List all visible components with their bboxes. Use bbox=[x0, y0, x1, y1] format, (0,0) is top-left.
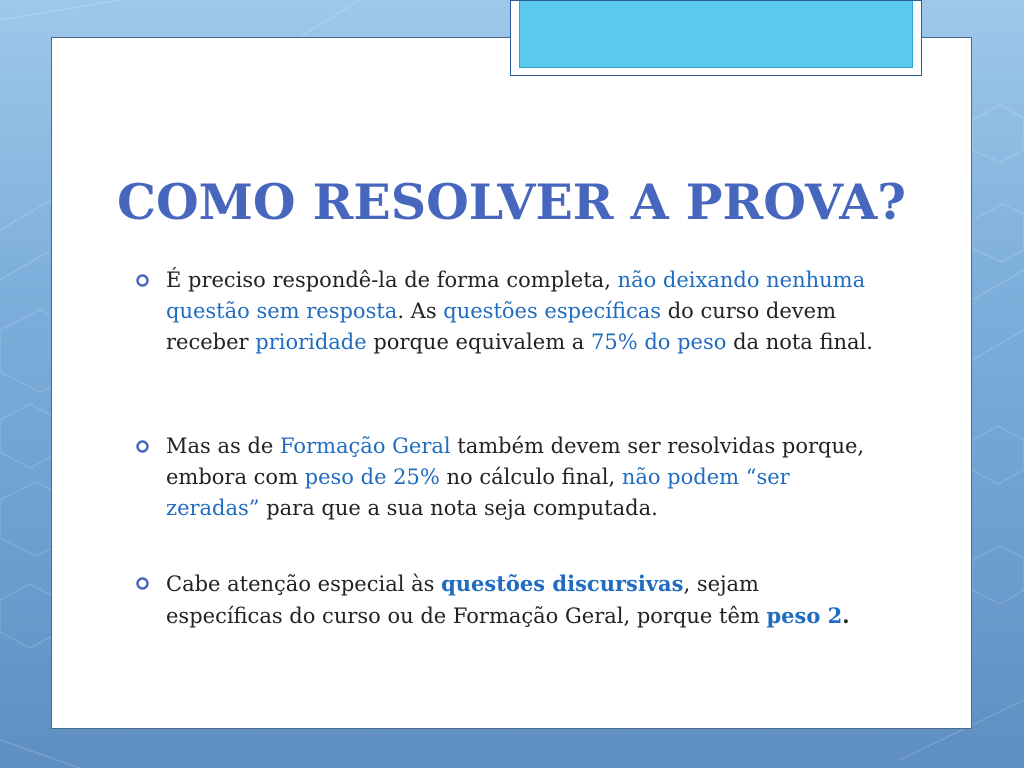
text-run: do curso devem receber bbox=[166, 299, 836, 354]
highlighted-text: não podem “ser zeradas” bbox=[166, 465, 790, 520]
text-run: da nota final. bbox=[726, 330, 873, 354]
highlighted-text: Formação Geral bbox=[280, 434, 451, 458]
highlighted-text: peso 2 bbox=[766, 603, 843, 628]
highlighted-text: . bbox=[842, 603, 850, 628]
bullet-circle-icon bbox=[136, 274, 149, 287]
text-run: também devem ser resolvidas porque, embora com bbox=[166, 434, 865, 489]
text-run: É preciso respondê-la de forma completa, bbox=[166, 268, 618, 292]
bullet-text bbox=[166, 265, 876, 358]
highlighted-text: prioridade bbox=[255, 330, 367, 354]
text-run: Cabe atenção especial às bbox=[166, 572, 442, 596]
bullet-text bbox=[166, 431, 876, 524]
accent-box-fill bbox=[519, 1, 913, 68]
text-run: no cálculo final, bbox=[439, 465, 622, 489]
text-run: porque equivalem a bbox=[366, 330, 591, 354]
text-run: Mas as de bbox=[166, 434, 280, 458]
highlighted-text: não deixando nenhuma questão sem resposta bbox=[166, 268, 866, 323]
bullet-circle-icon bbox=[136, 577, 149, 590]
slide-title: COMO RESOLVER A PROVA? bbox=[116, 173, 906, 231]
highlighted-text: questões específicas bbox=[443, 299, 662, 323]
bullet-circle-icon bbox=[136, 440, 149, 453]
accent-box bbox=[510, 0, 922, 76]
text-run: , sejam específicas do curso ou de Formação Geral, porque têm bbox=[166, 572, 767, 628]
highlighted-text: questões discursivas bbox=[441, 571, 684, 596]
highlighted-text: peso de 25% bbox=[304, 465, 440, 489]
bullet-text bbox=[166, 568, 876, 632]
text-run: para que a sua nota seja computada. bbox=[259, 496, 658, 520]
text-run: . As bbox=[397, 299, 444, 323]
highlighted-text: 75% do peso bbox=[590, 330, 727, 354]
